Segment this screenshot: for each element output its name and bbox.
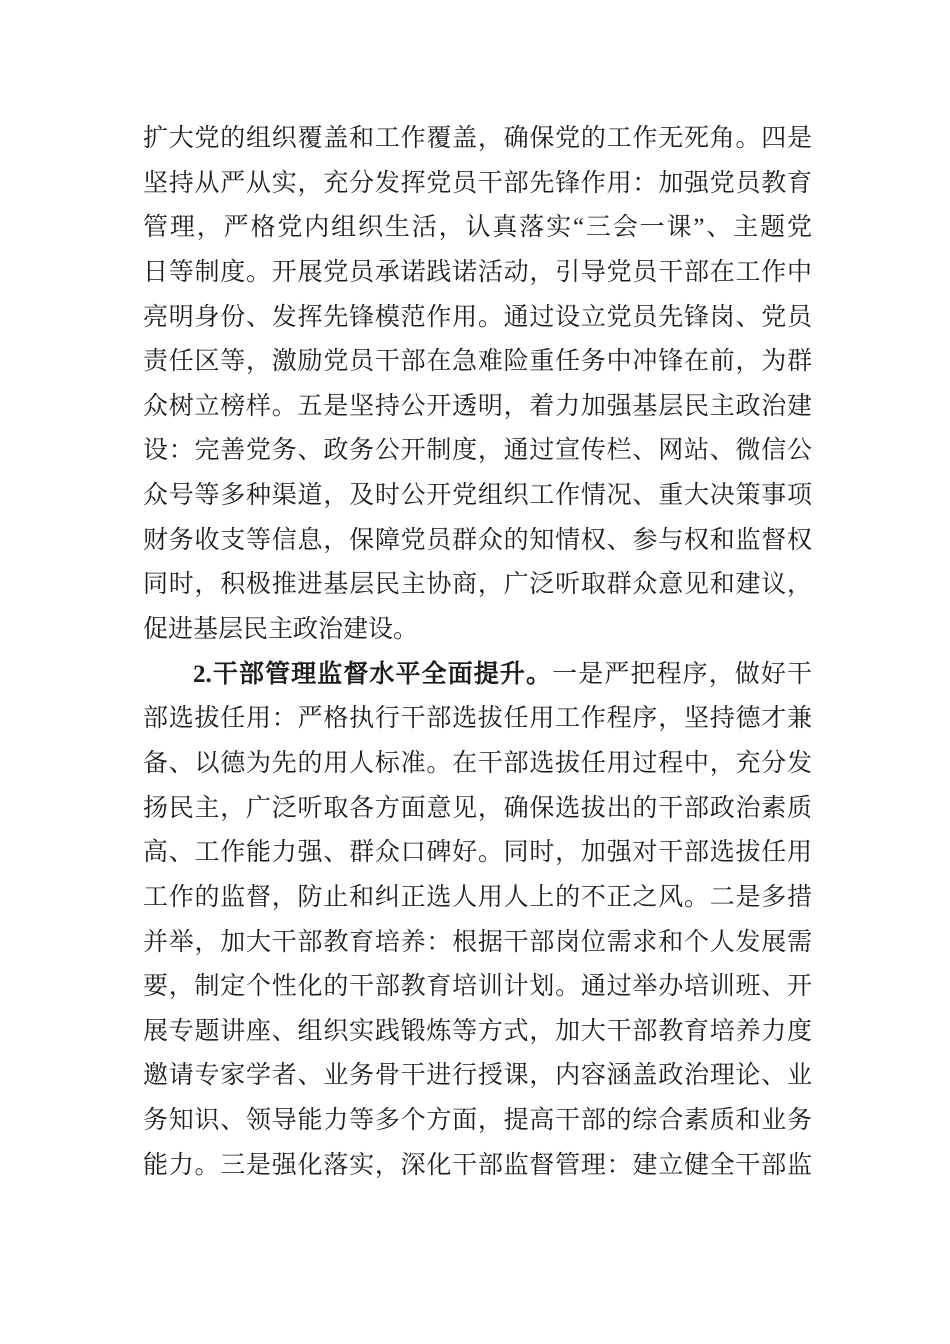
text-line xyxy=(143,876,812,921)
body-text-run: 同时，积极推进基层民主协商，广泛听取群众意见和建议， xyxy=(143,571,812,599)
text-line xyxy=(143,563,812,608)
body-text-run: 责任区等，激励党员干部在急难险重任务中冲锋在前，为群 xyxy=(143,348,812,376)
body-text-run: 高、工作能力强、群众口碑好。同时，加强对干部选拔任用 xyxy=(143,839,812,867)
body-text-run: 工作的监督，防止和纠正选人用人上的不正之风。二是多措 xyxy=(143,883,812,911)
text-line xyxy=(143,1099,812,1144)
body-text-run: 坚持从严从实，充分发挥党员干部先锋作用：加强党员教育 xyxy=(143,169,812,197)
text-line xyxy=(143,429,812,474)
text-line xyxy=(143,965,812,1010)
body-text-run: 一是严把程序，做好干 xyxy=(552,660,812,688)
body-text-run: 务知识、领导能力等多个方面，提高干部的综合素质和业务 xyxy=(143,1107,812,1135)
text-line xyxy=(143,787,812,832)
text-line xyxy=(143,1144,812,1189)
body-text-run: 展专题讲座、组织实践锻炼等方式，加大干部教育培养力度 xyxy=(143,1017,812,1045)
text-line xyxy=(143,921,812,966)
body-text-run: 众树立榜样。五是坚持公开透明，着力加强基层民主政治建 xyxy=(143,392,812,420)
text-line xyxy=(143,474,812,519)
body-text-run: 亮明身份、发挥先锋模范作用。通过设立党员先锋岗、党员 xyxy=(143,303,812,331)
text-line xyxy=(143,251,812,296)
body-text-run: 扩大党的组织覆盖和工作覆盖，确保党的工作无死角。四是 xyxy=(143,125,812,152)
text-line xyxy=(143,162,812,207)
text-line xyxy=(143,608,812,653)
text-line xyxy=(143,340,812,385)
text-line xyxy=(143,519,812,564)
text-line xyxy=(143,697,812,742)
paragraph-section-2 xyxy=(143,653,812,1189)
body-text-run: 促进基层民主政治建设。 xyxy=(143,616,419,644)
body-text-run: 扬民主，广泛听取各方面意见，确保选拔出的干部政治素质 xyxy=(143,794,812,822)
body-text-run: 并举，加大干部教育培养：根据干部岗位需求和个人发展需 xyxy=(143,928,812,956)
text-line xyxy=(143,831,812,876)
text-line xyxy=(143,206,812,251)
text-line xyxy=(143,1054,812,1099)
body-text-run: 能力。三是强化落实，深化干部监督管理：建立健全干部监 xyxy=(143,1151,812,1179)
body-text-run: 众号等多种渠道，及时公开党组织工作情况、重大决策事项 xyxy=(143,482,812,510)
body-text-run: 设：完善党务、政务公开制度，通过宣传栏、网站、微信公 xyxy=(143,437,812,465)
text-line xyxy=(143,742,812,787)
section-heading-run: 2.干部管理监督水平全面提升。 xyxy=(193,660,553,688)
text-content xyxy=(143,117,812,1188)
text-line xyxy=(143,117,812,162)
text-line xyxy=(143,1010,812,1055)
body-text-run: 部选拔任用：严格执行干部选拔任用工作程序，坚持德才兼 xyxy=(143,705,812,733)
paragraph-continuation xyxy=(143,117,812,653)
body-text-run: 日等制度。开展党员承诺践诺活动，引导党员干部在工作中 xyxy=(143,258,812,286)
body-text-run: 邀请专家学者、业务骨干进行授课，内容涵盖政治理论、业 xyxy=(143,1062,812,1090)
text-line xyxy=(143,653,812,698)
body-text-run: 管理，严格党内组织生活，认真落实“三会一课”、主题党 xyxy=(143,214,812,242)
body-text-run: 备、以德为先的用人标准。在干部选拔任用过程中，充分发 xyxy=(143,749,812,777)
text-line xyxy=(143,296,812,341)
body-text-run: 要，制定个性化的干部教育培训计划。通过举办培训班、开 xyxy=(143,973,812,1001)
text-line xyxy=(143,385,812,430)
body-text-run: 财务收支等信息，保障党员群众的知情权、参与权和监督权 xyxy=(143,526,812,554)
